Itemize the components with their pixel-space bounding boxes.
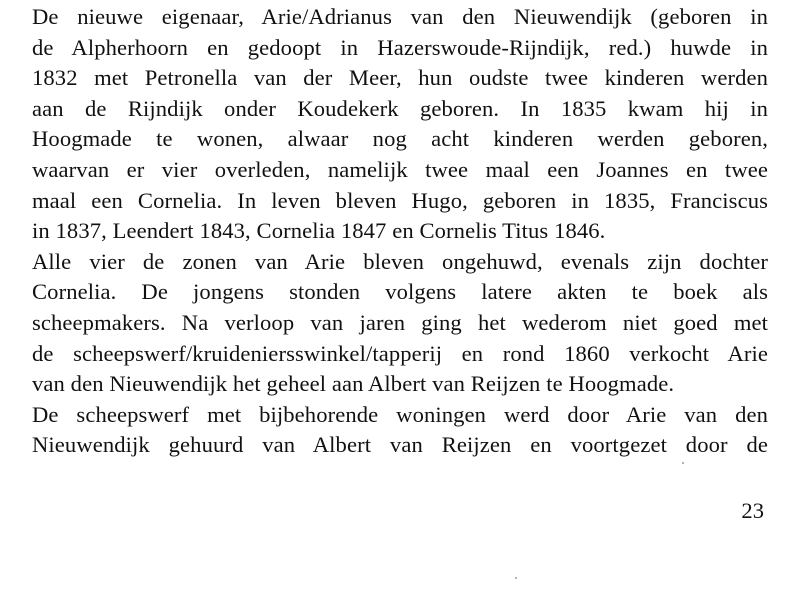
paragraph-2: [32, 247, 768, 400]
text-line: de Alpherhoorn en gedoopt in Hazerswoude-Rijndijk, red.) huwde in: [32, 34, 768, 60]
text-line: in 1837, Leendert 1843, Cornelia 1847 en Cornelis Titus 1846.: [32, 218, 606, 244]
text-line: scheepmakers. Na verloop van jaren ging het wederom niet goed met: [32, 309, 768, 335]
text-line: aan de Rijndijk onder Koudekerk geboren. In 1835 kwam hij in: [32, 95, 768, 121]
text-line: waarvan er vier overleden, namelijk twee maal een Joannes en twee: [32, 156, 768, 182]
page-number: 23: [741, 498, 764, 523]
paragraph-3: [32, 400, 768, 461]
paragraph-1: [32, 2, 768, 247]
text-line: De nieuwe eigenaar, Arie/Adrianus van den Nieuwendijk (geboren in: [32, 4, 768, 29]
text-line: De scheepswerf met bijbehorende woningen werd door Arie van den: [32, 401, 768, 427]
body-text: [32, 2, 768, 461]
text-line: Alle vier de zonen van Arie bleven ongehuwd, evenals zijn dochter: [32, 248, 768, 274]
text-line: maal een Cornelia. In leven bleven Hugo, geboren in 1835, Franciscus: [32, 187, 768, 213]
text-line: Hoogmade te wonen, alwaar nog acht kinderen werden geboren,: [32, 126, 768, 152]
text-line: van den Nieuwendijk het geheel aan Albert van Reijzen te Hoogmade.: [32, 371, 675, 397]
text-line: Cornelia. De jongens stonden volgens latere akten te boek als: [32, 279, 768, 305]
scan-speck: [515, 577, 517, 579]
text-line: de scheepswerf/kruideniersswinkel/tapperij en rond 1860 verkocht Arie: [32, 340, 768, 366]
scan-speck: [682, 462, 684, 464]
text-line: 1832 met Petronella van der Meer, hun oudste twee kinderen werden: [32, 65, 768, 91]
text-line: Nieuwendijk gehuurd van Albert van Reijzen en voortgezet door de: [32, 432, 768, 458]
